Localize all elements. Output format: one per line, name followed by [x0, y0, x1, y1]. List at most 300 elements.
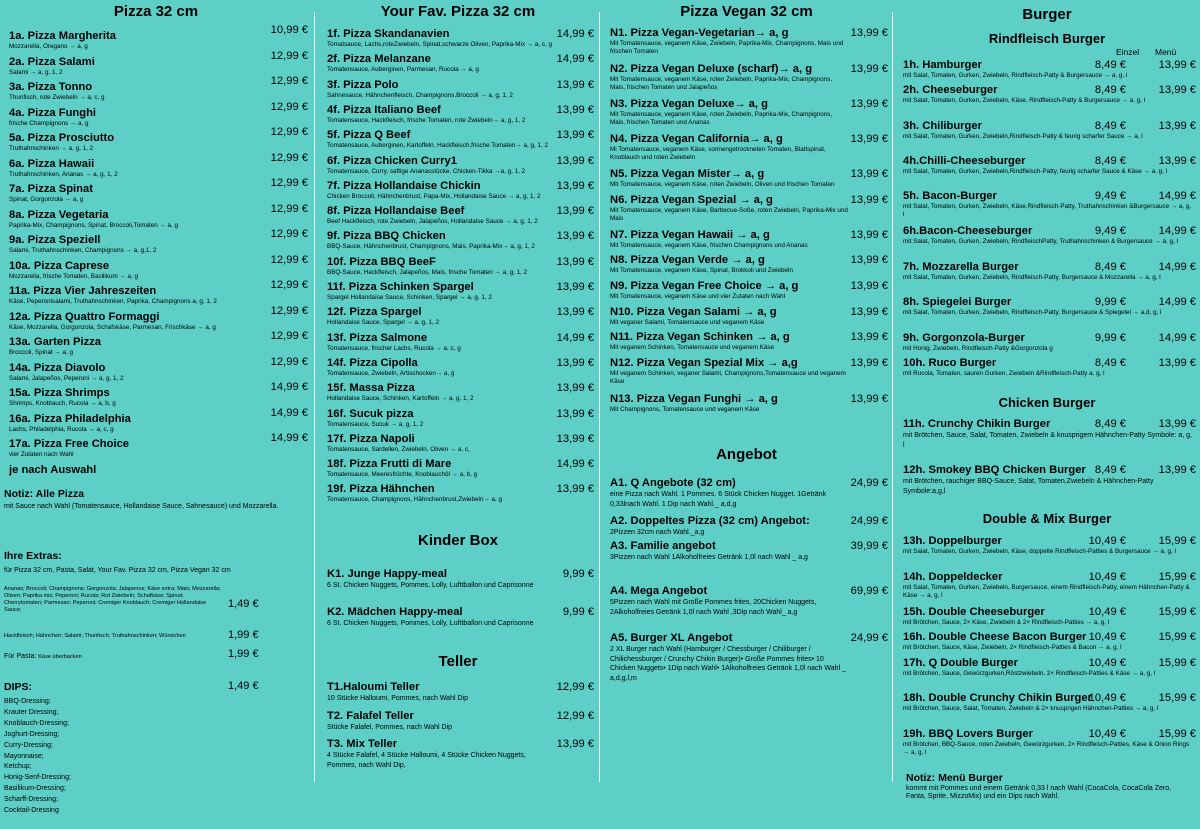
- item-description: Mit Tomatensauce, veganem Käse, roten Zwiebeln, Paprika-Mix, Champignons, Mais, frischen Tomaten und Ananas: [610, 111, 833, 126]
- item-description: Tomatensauce, Zwiebeln, Artischocken→ a, g: [327, 369, 455, 377]
- price-menu: 13,99 €: [1158, 464, 1196, 476]
- item-price: 24,99 €: [850, 632, 888, 644]
- item-name: 16h. Double Cheese Bacon Burger: [903, 631, 1087, 643]
- dip-item: Mayonnaise;: [4, 752, 44, 760]
- item-description: BBQ-Sauce, Hähnchenbrust, Champignons, Mais, Paprika-Mix→ a, g, 1, 2: [327, 243, 535, 251]
- item-price: 24,99 €: [850, 515, 888, 527]
- extras-list2: Hackfleisch; Hähnchen; Salami; Thunfisch; Truthahnschinken; Würstchen: [4, 633, 186, 639]
- price-single: 9,49 €: [1094, 190, 1126, 202]
- item-price: 13,99 €: [556, 432, 594, 445]
- item-name: 12f. Pizza Spargel: [327, 306, 422, 319]
- menu-item: [610, 585, 888, 617]
- item-price: 13,99 €: [850, 98, 888, 110]
- item-name: 12h. Smokey BBQ Chicken Burger: [903, 464, 1086, 476]
- menu-item: [903, 728, 1196, 756]
- menu-item: [9, 432, 308, 459]
- menu-item: [327, 28, 594, 49]
- menu-item: [610, 229, 888, 250]
- item-price: 13,99 €: [556, 230, 594, 243]
- menu-item: [327, 230, 594, 251]
- menu-item: [903, 120, 1196, 141]
- item-name: 17a. Pizza Free Choice: [9, 438, 130, 450]
- item-description: Mit Tomatensauce, veganem Käse, roten Zwiebeln, Oliven und frischen Tomaten: [610, 181, 835, 188]
- item-description: Mit Tomatensauce, veganem Käse, Spinat, Brokkoli und Zwiebeln: [610, 267, 793, 274]
- dip-item: Knoblauch-Dressing;: [4, 719, 69, 727]
- item-description: Mi Tomatensauce, veganem Käse, sonnengetrockneten Tomaten, Blattspinat, Knoblauch und roten Zwiebeln: [610, 146, 826, 161]
- menu-item: [327, 306, 594, 327]
- extras-list1: Ananas; Broccoli; Champignons; Gorgonzola; Jalapenos; Käse extra; Mais; Mozzarella; Oliven; Paprika mix; Peperoni; Rucola; Rot Zwiebeln; Schafkäse; Spinat; Cherrytomaten; Parmesan; Peperoni; Cremiger Knoblauch; Cremiger Hollandaise Sauce;: [4, 586, 221, 613]
- extras-price2: 1,99 €: [228, 629, 259, 641]
- price-single: 8,49 €: [1094, 261, 1126, 273]
- item-name: A2. Doppeltes Pizza (32 cm) Angebot:: [610, 515, 810, 527]
- price-single: 9,99 €: [1094, 296, 1126, 308]
- item-name: 18f. Pizza Frutti di Mare: [327, 458, 452, 471]
- menu-item: [903, 571, 1196, 599]
- item-description: BBQ-Sauce, Hackfleisch, Jalapeños, Mais, frische Tomaten → a, g, 1, 2: [327, 268, 528, 276]
- item-description: Mozzarella, frische Tomaten, Basilikum → a, g: [9, 272, 139, 280]
- menu-item: [610, 63, 888, 91]
- item-name: N4. Pizza Vegan California→ a, g: [610, 133, 783, 145]
- menu-item: [327, 53, 594, 74]
- price-menu: 13,99 €: [1158, 120, 1196, 132]
- item-name: 6a. Pizza Hawaii: [9, 157, 95, 170]
- menu-item: [903, 261, 1196, 282]
- item-name: 1a. Pizza Margherita: [9, 30, 116, 42]
- item-description: Thunfisch, rote Zwiebeln → a, c, g: [9, 94, 105, 101]
- item-description: 6 St. Chicken Nuggets, Pommes, Lolly, Lufttballon und Caprisonne: [327, 620, 534, 627]
- price-single: 9,99 €: [1094, 332, 1126, 344]
- item-price: 13,99 €: [850, 133, 888, 145]
- item-description: mit Brötchen, Sauce, Gewürzgurken,Röstzwiebeln, 2× Rindfleisch-Patties & Käse → a, g, l: [903, 670, 1156, 677]
- item-price: 12,99 €: [556, 710, 594, 722]
- item-price: 13,99 €: [556, 407, 594, 420]
- item-name: A3. Familie angebot: [610, 540, 716, 552]
- dip-item: Honig-Senf-Dressing;: [4, 774, 71, 782]
- item-price: 10,99 €: [270, 24, 308, 36]
- price-single: 8,49 €: [1094, 357, 1126, 369]
- menu-item: [903, 464, 1196, 496]
- menu-item: [610, 632, 888, 683]
- menu-item: [903, 418, 1196, 450]
- price-single: 8,49 €: [1094, 84, 1126, 96]
- price-menu: 14,99 €: [1158, 225, 1196, 237]
- item-description: Spargel Hollandaise Sauce, Schinken, Spargel → a, g, 1, 2: [327, 294, 492, 301]
- item-description: Tomatensauce, Sucuk → a, g, 1, 2: [327, 420, 424, 428]
- item-price: 13,99 €: [850, 254, 888, 266]
- menu-item: [903, 59, 1196, 80]
- item-price: 13,99 €: [850, 306, 888, 318]
- menu-item: [9, 202, 308, 230]
- item-name: N12. Pizza Vegan Spezial Mix → a,g: [610, 357, 798, 369]
- price-menu: 14,99 €: [1158, 190, 1196, 202]
- menu-item: [327, 710, 594, 733]
- item-description: Truthahnschinken, Ananas → a, g, 1, 2: [9, 170, 118, 178]
- item-price: 13,99 €: [556, 205, 594, 218]
- item-price: 13,99 €: [556, 129, 594, 142]
- dip-item: Krauter Dressing;: [4, 708, 59, 716]
- item-name: 9a. Pizza Speziell: [9, 234, 101, 246]
- extras-title: Ihre Extras:: [4, 550, 62, 562]
- price-single: 10,49 €: [1088, 631, 1126, 643]
- item-name: 11a. Pizza Vier Jahreszeiten: [9, 285, 157, 297]
- item-description: 2 XL Burger nach Wahl (Hamburger / Chessburger / Chiliburger / Chilichessburger / Crunchy Chikin Burger)• Große Pommes frites• 10 Chicken Nuggets• 1Dip nach Wahl• 1Alkoholfreies Getränk 1,0l nach Wahl _ a,d,g,l,m: [610, 646, 846, 682]
- menu-item: [903, 190, 1196, 218]
- dip-item: Ketchup;: [4, 763, 32, 771]
- item-price: 13,99 €: [850, 280, 888, 292]
- menu-item: [327, 483, 594, 504]
- item-name: 19f. Pizza Hähnchen: [327, 483, 435, 496]
- menu-item: [9, 151, 308, 179]
- price-single: 10,49 €: [1088, 606, 1126, 618]
- price-menu: 13,99 €: [1158, 418, 1196, 430]
- menu-item: [9, 253, 308, 281]
- menu-item: [327, 79, 594, 100]
- item-price: 13,99 €: [556, 281, 594, 293]
- dip-item: Joghurt-Dressing;: [4, 730, 60, 738]
- dip-item: BBQ-Dressing;: [4, 698, 51, 705]
- item-price: 12,99 €: [270, 202, 308, 215]
- dip-item: Basilikum-Dressing;: [4, 785, 66, 793]
- item-name: 3f. Pizza Polo: [327, 78, 399, 91]
- item-price: 13,99 €: [850, 393, 888, 405]
- item-description: mit Salat, Tomaten, Gurken, Zwiebeln,Rindfleisch-Patty, feurig scharfer Sauce & Käse → a, g, l: [903, 168, 1168, 175]
- menu-item: [327, 681, 594, 704]
- item-price: 14,99 €: [556, 28, 594, 40]
- item-description: Mit Tomatensauce, veganem Käse, roten Zwiebeln, Paprika-Mix, Champignons, Mais, frischen Tomaten und Jalapeños: [610, 76, 833, 91]
- menu-item: [610, 306, 888, 327]
- item-price: 14,99 €: [270, 432, 308, 444]
- item-name: 19h. BBQ Lovers Burger: [903, 728, 1033, 740]
- menu-item: [327, 408, 594, 429]
- item-price: 13,99 €: [556, 179, 594, 192]
- price-menu: 15,99 €: [1158, 606, 1196, 618]
- item-description: Lachs, Philadelphia, Rucola → a, c, g: [9, 425, 114, 433]
- menu-item: [9, 279, 308, 306]
- item-name: 15h. Double Cheeseburger: [903, 606, 1045, 618]
- item-description: Stücke Falafel, Pommes, nach Wahl Dip: [327, 724, 453, 731]
- menu-item: [610, 357, 888, 385]
- price-single: 8,49 €: [1094, 59, 1126, 71]
- item-name: 12a. Pizza Quattro Formaggi: [9, 310, 160, 323]
- item-name: 18h. Double Crunchy Chikin Burger: [903, 692, 1092, 704]
- item-name: 6h.Bacon-Cheeseburger: [903, 225, 1033, 237]
- item-name: 14h. Doppeldecker: [903, 571, 1003, 583]
- item-description: Tomatensauce, Champignons, Hähnchenbrust,Zwiebeln→ a, g: [327, 496, 503, 504]
- menu-item: [903, 357, 1196, 378]
- menu-item: [327, 332, 594, 353]
- menu-item: [903, 332, 1196, 353]
- item-price: 9,99 €: [562, 606, 594, 618]
- price-menu: 13,99 €: [1158, 84, 1196, 96]
- item-description: Tomatensauce, Auberginen, Parmesan, Rucola → a, g: [327, 66, 479, 74]
- item-description: mit Brötchen, Sauce, Salat, Tomaten, Zwiebeln & 2× knusprigen Hähnchen-Patties → a, g, l: [903, 705, 1159, 712]
- item-description: mit Brötchen, rauchiger BBQ-Sauce, Salat, Tomaten,Zwiebeln & Hähnchen-Patty Symbole:a,g,l: [903, 478, 1154, 495]
- item-name: 7a. Pizza Spinat: [9, 183, 93, 195]
- item-description: mit Salat, Tomaten, Gurken, Zwiebeln, Käse, doppelte Rindfleisch-Patties & Burgersauce → a, g, l: [903, 548, 1176, 555]
- menu-item: [327, 129, 594, 150]
- item-name: 1h. Hamburger: [903, 59, 982, 71]
- item-name: 5h. Bacon-Burger: [903, 190, 997, 202]
- item-price: 13,99 €: [850, 331, 888, 343]
- item-name: 15a. Pizza Shrimps: [9, 387, 110, 399]
- item-description: mit Salat, Tomaten, Gurken, Zwiebeln,Rindfleisch-Patty & feurig scharfer Sauce → a, l: [903, 133, 1143, 140]
- item-price: 13,99 €: [556, 382, 594, 395]
- item-name: 16f. Sucuk pizza: [327, 407, 414, 420]
- item-name: 1f. Pizza Skandanavien: [327, 28, 450, 40]
- item-price: 12,99 €: [270, 304, 308, 317]
- item-description: Mit Tomatensauce, veganem Käse, Barbecue-Soße, roten Zwiebeln, Paprika-Mix und Mais: [610, 207, 848, 222]
- item-price: 13,99 €: [850, 27, 888, 39]
- item-description: Mit Tomatensauce, veganem Käse und vier Zutaten nach Wahl: [610, 293, 786, 300]
- item-name: N13. Pizza Vegan Funghi → a, g: [610, 393, 778, 405]
- item-name: 8h. Spiegelei Burger: [903, 296, 1012, 308]
- menu-item: [9, 100, 308, 128]
- item-price: 13,99 €: [556, 306, 594, 319]
- menu-item: [610, 194, 888, 222]
- price-menu: 15,99 €: [1158, 728, 1196, 740]
- item-name: 7h. Mozzarella Burger: [903, 261, 1019, 273]
- price-menu: 13,99 €: [1158, 59, 1196, 71]
- menu-item: [9, 355, 308, 383]
- price-menu: 13,99 €: [1158, 357, 1196, 369]
- column-divider: [599, 12, 600, 782]
- item-description: Sahnesauce, Hähnchenfleisch, Champignons,Broccoli → a, g, 1, 2: [327, 91, 513, 99]
- item-name: N11. Pizza Vegan Schinken → a, g: [610, 331, 790, 343]
- item-description: Käse, Mozzarella, Gorgonzola, Schafskäse, Parmesan, Frischkäse → a, g: [9, 323, 216, 331]
- item-price: 13,99 €: [850, 168, 888, 180]
- price-menu: 15,99 €: [1158, 571, 1196, 583]
- item-name: 9f. Pizza BBQ Chicken: [327, 230, 446, 243]
- price-single: 8,49 €: [1094, 120, 1126, 132]
- item-description: vier Zutaten nach Wahl: [9, 451, 74, 458]
- section-title-kinder: Kinder Box: [417, 532, 498, 549]
- item-description: Mit veganem Schinken, veganer Salami, Champignons,Tomatensauce und veganem Käse: [610, 370, 846, 385]
- menu-item: [9, 49, 308, 77]
- menu-item: [327, 357, 594, 378]
- item-price: 13,99 €: [556, 255, 594, 268]
- extras-price3: 1,99 €: [228, 648, 259, 660]
- item-description: mit Brötchen, BBQ-Sauce, roten Zwiebeln, Gewürzgurken, 2× Rindfleisch-Patties, Käse & Onion Rings → a, g, l: [903, 741, 1190, 756]
- section-title-teller: Teller: [438, 653, 478, 670]
- item-description: Mozzarella, Oregano → a, g: [9, 43, 88, 50]
- section-title-vegan: Pizza Vegan 32 cm: [680, 3, 813, 20]
- item-description: 5Pizzen nach Wahl mit Große Pommes frites, 20Chicken Nuggets, 2Alkoholfreies Getränk 1,0l nach Wahl ,3Dip nach Wahl_ a,g: [610, 599, 817, 616]
- item-description: Mit veganem Schinken, Tomatensauce und veganem Käse: [610, 344, 775, 351]
- menu-item: [610, 515, 888, 538]
- item-description: frische Champignons → a, g: [9, 119, 89, 127]
- item-name: 11h. Crunchy Chikin Burger: [903, 418, 1051, 430]
- item-description: Tomatsauce, Lachs,roteZwiebeln, Spinat,schwarze Oliven, Paprika-Mix → a, c, g: [327, 41, 553, 48]
- item-description: mit Salat, Tomaten, Gurken, Zwiebeln, Käse, Rindfleisch-Patty & Burgersauce → a, g, l: [903, 97, 1146, 104]
- menu-item: [903, 84, 1196, 105]
- menu-item: [327, 458, 594, 479]
- item-price: 13,99 €: [556, 738, 594, 750]
- item-price: 13,99 €: [556, 154, 594, 167]
- item-name: 3h. Chiliburger: [903, 120, 982, 132]
- menu-item: [610, 98, 888, 126]
- menu-item: [903, 692, 1196, 713]
- menu-item: [610, 280, 888, 301]
- item-price: 69,99 €: [850, 585, 888, 597]
- menu-item: [327, 568, 594, 591]
- item-description: Tomatensauce, Sardellen, Zwiebeln, Oliven → a, c,: [327, 445, 470, 453]
- item-price: 14,99 €: [556, 331, 594, 344]
- item-description: Spinat, Gorgonzola → a, g: [9, 196, 84, 203]
- item-name: T2. Falafel Teller: [327, 710, 414, 722]
- item-name: 5a. Pizza Prosciutto: [9, 132, 115, 144]
- item-description: Mit Champignons, Tomatensauce und veganem Käse: [610, 406, 760, 413]
- menu-item: [903, 155, 1196, 176]
- menu-item: [9, 330, 308, 357]
- item-price: 13,99 €: [850, 229, 888, 241]
- item-description: Tomatensauce, Curry, saftige Ananasstücke, Chicken-Tikka →a, g, 1, 2: [327, 167, 526, 175]
- item-price: 13,99 €: [850, 357, 888, 369]
- pizza-note-title: Notiz: Alle Pizza: [4, 488, 85, 500]
- item-description: 6 St. Chicken Nuggets, Pommes, Lolly, Lufttballon und Caprisonne: [327, 582, 534, 589]
- menu-item: [327, 281, 594, 302]
- menu-item: [327, 738, 594, 770]
- dip-item: Curry-Dressing;: [4, 741, 54, 749]
- item-description: Mit Tomatensauce, veganem Käse, frischen Champignons und Ananas: [610, 242, 808, 249]
- item-name: 17h. Q Double Burger: [903, 657, 1018, 669]
- item-price: 14,99 €: [270, 406, 308, 419]
- price-single: 9,49 €: [1094, 225, 1126, 237]
- item-name: N6. Pizza Vegan Spezial → a, g: [610, 194, 773, 206]
- section-title-fav: Your Fav. Pizza 32 cm: [380, 3, 536, 20]
- item-description: Beef Hackfleisch, rote Zwiebeln, Jalapeños, Hollandaise Sauce → a, g, 1, 2: [327, 218, 538, 226]
- item-name: 4f. Pizza Italiano Beef: [327, 103, 441, 116]
- item-name: K2. Mädchen Happy-meal: [327, 606, 463, 618]
- item-name: 10a. Pizza Caprese: [9, 259, 110, 272]
- item-description: Tomatensauce, Meeresfrüchte, Knoblauchöl → a, b, g: [327, 471, 478, 479]
- item-price: 12,99 €: [270, 177, 308, 189]
- item-description: Broccoli, Spinat → a, g: [9, 349, 74, 356]
- item-description: mit Rucola, Tomaten, sauren Gurken, Zwiebeln &Rindfleisch-Patty a, g, l: [903, 370, 1105, 377]
- menu-item: [327, 606, 594, 629]
- price-single: 10,49 €: [1088, 535, 1126, 547]
- item-description: Salami, Truthahnschinken, Champignons → a, g,1, 2: [9, 247, 157, 254]
- item-name: 2h. Cheeseburger: [903, 84, 998, 96]
- menu-item: [903, 535, 1196, 556]
- item-name: 8f. Pizza Hollandaise Beef: [327, 205, 465, 218]
- price-menu: 15,99 €: [1158, 535, 1196, 547]
- menu-item: [903, 225, 1196, 246]
- extras-price1: 1,49 €: [228, 598, 259, 610]
- item-name: 10h. Ruco Burger: [903, 357, 997, 369]
- col-header-menu: Menü: [1155, 47, 1177, 57]
- dip-item: Scharff-Dressing;: [4, 796, 58, 804]
- item-price: 12,99 €: [270, 330, 308, 342]
- section-title-chicken: Chicken Burger: [998, 395, 1096, 410]
- price-single: 10,49 €: [1088, 657, 1126, 669]
- burger-note-title: Notiz: Menü Burger: [906, 772, 1003, 784]
- item-description: mit Salat, Tomaten, Gurken, Zwiebeln, RindfleischPatty, Truthahnschinken & Burgersauce → a, g, l: [903, 238, 1178, 245]
- item-name: 16a. Pizza Philadelphia: [9, 412, 131, 425]
- section-title-burger: Burger: [1022, 6, 1072, 23]
- price-single: 8,49 €: [1094, 418, 1126, 430]
- item-price: 12,99 €: [270, 75, 308, 87]
- item-price: 13,99 €: [556, 483, 594, 496]
- extras-pasta-label: Für Pasta:: [4, 653, 37, 660]
- item-description: mit Brötchen, Sauce, 2× Käse, Zwiebeln & 2× Rindfleisch-Patties → a, g, l: [903, 619, 1110, 626]
- item-price: 13,99 €: [850, 194, 888, 206]
- price-single: 8,49 €: [1094, 155, 1126, 167]
- item-name: je nach Auswahl: [9, 463, 97, 476]
- price-menu: 15,99 €: [1158, 692, 1196, 704]
- price-single: 8,49 €: [1094, 464, 1126, 476]
- menu-item: [903, 296, 1196, 317]
- price-menu: 14,99 €: [1158, 261, 1196, 273]
- menu-item: [9, 177, 308, 204]
- item-name: N9. Pizza Vegan Free Choice → a, g: [610, 280, 799, 292]
- item-description: Hollandaise Sauce, Schinken, Kartoffeln → a, g, 1, 2: [327, 395, 474, 403]
- item-name: 15f. Massa Pizza: [327, 382, 415, 395]
- item-price: 13,99 €: [850, 63, 888, 75]
- item-price: 12,99 €: [270, 151, 308, 164]
- item-name: 17f. Pizza Napoli: [327, 432, 415, 445]
- section-title-pizza: Pizza 32 cm: [113, 3, 199, 20]
- item-description: Tomatensauce, Auberginen, Kartoffeln, Hackfleisch,frische Tomaten→ a, g, 1, 2: [327, 142, 548, 150]
- item-description: 3Pizzen nach Wahl 1Alkoholfreies Getränk 1,0l nach Wahl _ a,g: [610, 554, 808, 561]
- item-name: T1.Haloumi Teller: [327, 681, 420, 693]
- item-name: 13a. Garten Pizza: [9, 336, 102, 348]
- menu-item: [610, 133, 888, 161]
- item-name: 2f. Pizza Melanzane: [327, 53, 431, 66]
- dips-list: [4, 697, 308, 817]
- item-price: 13,99 €: [556, 356, 594, 369]
- column-divider: [892, 12, 893, 782]
- price-menu: 15,99 €: [1158, 657, 1196, 669]
- burger-note-text: kommt mit Pommes und einem Getränk 0,33 l nach Wahl (CocaCola, CocaCola Zero, Fanta, Sprite, MizzoMix) und ein Dips nach Wahl.: [906, 785, 1172, 801]
- item-description: mit Brötchen, Sauce, Salat, Tomaten, Zwiebeln & knusprigem Hähnchen-Patty Symbole: a, g, l: [903, 432, 1192, 449]
- price-single: 10,49 €: [1088, 571, 1126, 583]
- item-description: Salami → a, g, 1, 2: [9, 68, 63, 76]
- item-name: 4h.Chilli-Cheeseburger: [903, 155, 1026, 167]
- item-name: N5. Pizza Vegan Mister→ a, g: [610, 168, 765, 180]
- item-name: N2. Pizza Vegan Deluxe (scharf)→ a, g: [610, 63, 813, 75]
- menu-item: [610, 254, 888, 275]
- dips-price: 1,49 €: [228, 680, 259, 692]
- item-name: A1. Q Angebote (32 cm): [610, 477, 736, 489]
- item-name: N3. Pizza Vegan Deluxe→ a, g: [610, 98, 768, 110]
- item-description: mit Salat, Tomaten, Gurken, Zwiebeln, Rindfleisch-Patty & Burgersauce → a, g, l: [903, 72, 1128, 79]
- item-price: 12,99 €: [270, 100, 308, 113]
- item-description: mit Salat, Tomaten, Gurken, Zwiebeln, Rindfleisch-Patty, Burgersauce & Spiegelei → a,d, g, l: [903, 309, 1162, 316]
- item-description: Salami, Jalapeños, Peperoni → a, g, 1, 2: [9, 374, 124, 382]
- item-price: 9,99 €: [562, 568, 594, 580]
- menu-item: [327, 180, 594, 201]
- item-price: 12,99 €: [270, 126, 308, 138]
- item-description: mit Salat, Tomaten, Gurken, Zwiebeln, Käse,Rindfleisch-Patty, Truthahnschinken &Burgersauce → a, g, l: [903, 203, 1192, 218]
- menu-item: [327, 256, 594, 277]
- menu-item: [9, 228, 308, 255]
- item-name: N10. Pizza Vegan Salami → a, g: [610, 306, 777, 318]
- item-price: 14,99 €: [270, 381, 308, 393]
- item-name: 13f. Pizza Salmone: [327, 331, 428, 344]
- menu-item: [903, 631, 1196, 652]
- item-name: 6f. Pizza Chicken Curry1: [327, 154, 457, 167]
- price-single: 10,49 €: [1088, 692, 1126, 704]
- menu-item: [9, 126, 308, 153]
- dip-item: Cocktail-Dressing: [4, 807, 59, 815]
- menu-item: [610, 331, 888, 352]
- item-description: Tomatensauce, frischer Lachs, Rucola → a, c, g: [327, 344, 461, 352]
- menu-item: [9, 304, 308, 332]
- pizza-note-text: mit Sauce nach Wahl (Tomatensauce, Hollandaise Sauce, Sahnesauce) und Mozzarella.: [4, 503, 279, 510]
- item-description: Mit veganer Salami, Tomatensauce und veganem Käse: [610, 319, 765, 326]
- menu-item: [9, 464, 308, 477]
- item-price: 12,99 €: [556, 681, 594, 693]
